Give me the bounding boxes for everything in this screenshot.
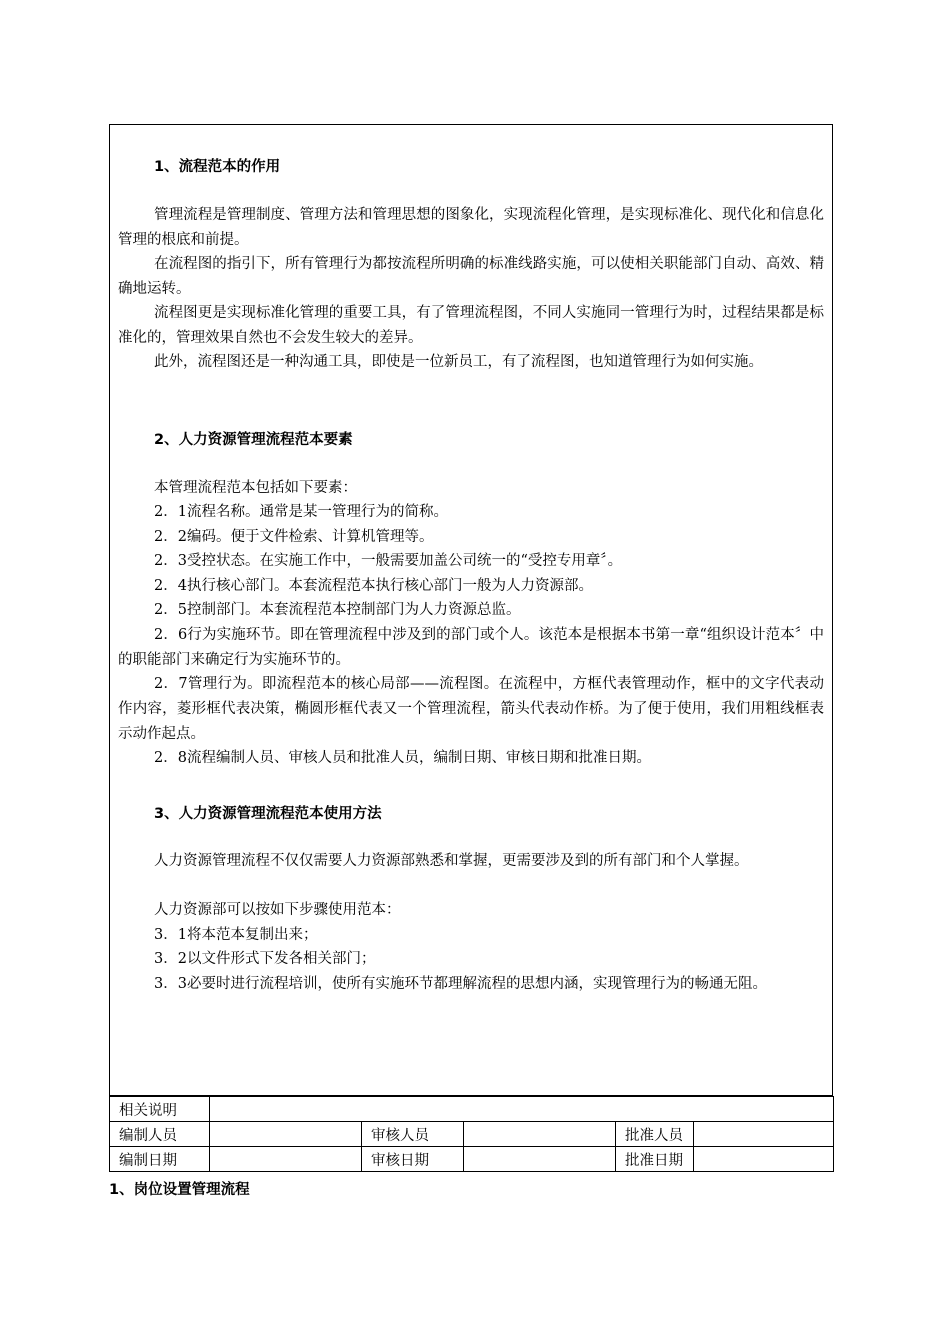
review-date-label: 审核日期 xyxy=(362,1147,464,1172)
approval-table xyxy=(109,1096,834,1172)
list-item: 3．1将本范本复制出来； xyxy=(154,927,318,943)
next-section-title: 1、岗位设置管理流程 xyxy=(109,1182,250,1198)
list-item: 2．8流程编制人员、审核人员和批准人员，编制日期、审核日期和批准日期。 xyxy=(154,750,651,766)
list-item: 2．6行为实施环节。即在管理流程中涉及到的部门或个人。该范本是根据本书第一章“组织设计范本〞中的职能部门来确定行为实施环节的。 xyxy=(118,627,824,668)
document-frame xyxy=(109,124,833,1096)
reviewer-value[interactable] xyxy=(464,1122,616,1147)
paragraph: 本管理流程范本包括如下要素： xyxy=(154,480,357,496)
related-notes-label: 相关说明 xyxy=(110,1097,210,1122)
compiler-label: 编制人员 xyxy=(110,1122,210,1147)
review-date-value[interactable] xyxy=(464,1147,616,1172)
approve-date-value[interactable] xyxy=(694,1147,834,1172)
list-item: 2．2编码。便于文件检索、计算机管理等。 xyxy=(154,529,434,545)
list-item: 2．1流程名称。通常是某一管理行为的简称。 xyxy=(154,504,448,520)
approver-value[interactable] xyxy=(694,1122,834,1147)
paragraph: 管理流程是管理制度、管理方法和管理思想的图象化，实现流程化管理，是实现标准化、现代化和信息化管理的根底和前提。 xyxy=(118,207,824,248)
approve-date-label: 批准日期 xyxy=(616,1147,694,1172)
paragraph: 此外，流程图还是一种沟通工具，即使是一位新员工，有了流程图，也知道管理行为如何实施。 xyxy=(154,354,763,370)
compile-date-label: 编制日期 xyxy=(110,1147,210,1172)
compiler-value[interactable] xyxy=(210,1122,362,1147)
paragraph: 在流程图的指引下，所有管理行为都按流程所明确的标准线路实施，可以使相关职能部门自动、高效、精确地运转。 xyxy=(118,256,824,297)
list-item: 2．7管理行为。即流程范本的核心局部——流程图。在流程中，方框代表管理动作，框中的文字代表动作内容，菱形框代表决策，椭圆形框代表又一个管理流程，箭头代表动作桥。为了便于使用，我们用粗线框表示动作起点。 xyxy=(118,676,824,742)
list-item: 3．2以文件形式下发各相关部门； xyxy=(154,951,376,967)
list-item: 2．4执行核心部门。本套流程范本执行核心部门一般为人力资源部。 xyxy=(154,578,593,594)
list-item: 2．3受控状态。在实施工作中，一般需要加盖公司统一的“受控专用章〞。 xyxy=(154,553,623,569)
paragraph: 流程图更是实现标准化管理的重要工具，有了管理流程图，不同人实施同一管理行为时，过程结果都是标准化的，管理效果自然也不会发生较大的差异。 xyxy=(118,305,824,346)
compile-date-value[interactable] xyxy=(210,1147,362,1172)
section-heading-2: 2、人力资源管理流程范本要素 xyxy=(154,432,353,448)
table-row xyxy=(110,1147,834,1172)
approver-label: 批准人员 xyxy=(616,1122,694,1147)
reviewer-label: 审核人员 xyxy=(362,1122,464,1147)
list-item: 3．3必要时进行流程培训，使所有实施环节都理解流程的思想内涵，实现管理行为的畅通无阻。 xyxy=(154,976,767,992)
section-heading-1: 1、流程范本的作用 xyxy=(154,159,281,175)
paragraph: 人力资源管理流程不仅仅需要人力资源部熟悉和掌握，更需要涉及到的所有部门和个人掌握。 xyxy=(154,853,749,869)
paragraph: 人力资源部可以按如下步骤使用范本： xyxy=(154,902,401,918)
list-item: 2．5控制部门。本套流程范本控制部门为人力资源总监。 xyxy=(154,602,521,618)
table-row xyxy=(110,1097,834,1122)
related-notes-value[interactable] xyxy=(210,1097,834,1122)
section-heading-3: 3、人力资源管理流程范本使用方法 xyxy=(154,806,382,822)
table-row xyxy=(110,1122,834,1147)
